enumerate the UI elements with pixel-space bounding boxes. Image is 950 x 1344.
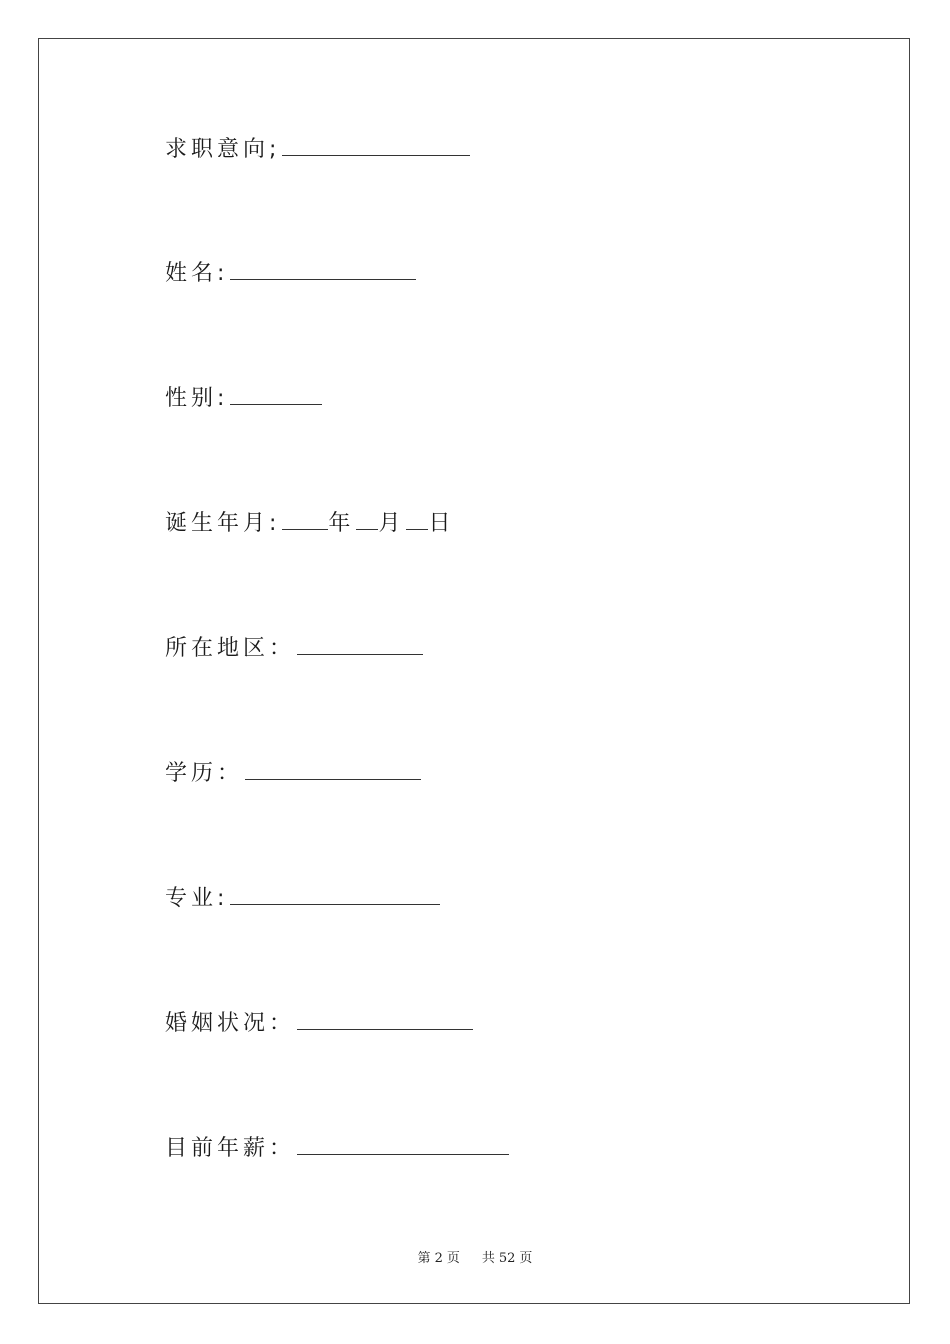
education-label: 学历： [165, 761, 244, 786]
field-marital-status [165, 1007, 473, 1041]
marital-label: 婚姻状况： [165, 1011, 296, 1036]
birth-label: 诞生年月: [165, 511, 281, 536]
birth-day-blank[interactable] [406, 507, 428, 530]
birth-month-unit: 月 [378, 511, 405, 536]
major-label: 专业: [165, 886, 229, 911]
education-blank[interactable] [245, 757, 421, 780]
region-blank[interactable] [297, 632, 423, 655]
field-job-intent [165, 133, 470, 167]
total-prefix: 共 [481, 1251, 495, 1266]
name-blank[interactable] [230, 257, 416, 280]
field-education [165, 757, 421, 791]
field-gender [165, 382, 322, 416]
field-region [165, 632, 423, 666]
gender-label: 性别: [165, 386, 229, 411]
page-footer [0, 1247, 950, 1266]
birth-year-blank[interactable] [282, 507, 328, 530]
salary-blank[interactable] [297, 1132, 509, 1155]
field-current-salary [165, 1132, 509, 1166]
major-blank[interactable] [230, 882, 440, 905]
total-suffix: 页 [519, 1251, 533, 1266]
page-suffix: 页 [446, 1251, 460, 1266]
job-intent-label: 求职意向; [165, 137, 281, 162]
page-border [38, 38, 910, 1304]
birth-month-blank[interactable] [356, 507, 378, 530]
birth-day-unit: 日 [428, 511, 455, 536]
name-label: 姓名: [165, 261, 229, 286]
page-number: 2 [434, 1251, 443, 1266]
salary-label: 目前年薪： [165, 1136, 296, 1161]
total-pages: 52 [498, 1251, 516, 1266]
page-prefix: 第 [417, 1251, 431, 1266]
field-major [165, 882, 440, 916]
field-name [165, 257, 416, 291]
field-birth-date [165, 507, 454, 541]
birth-year-unit: 年 [328, 511, 355, 536]
job-intent-blank[interactable] [282, 133, 470, 156]
region-label: 所在地区： [165, 636, 296, 661]
gender-blank[interactable] [230, 382, 322, 405]
marital-blank[interactable] [297, 1007, 473, 1030]
